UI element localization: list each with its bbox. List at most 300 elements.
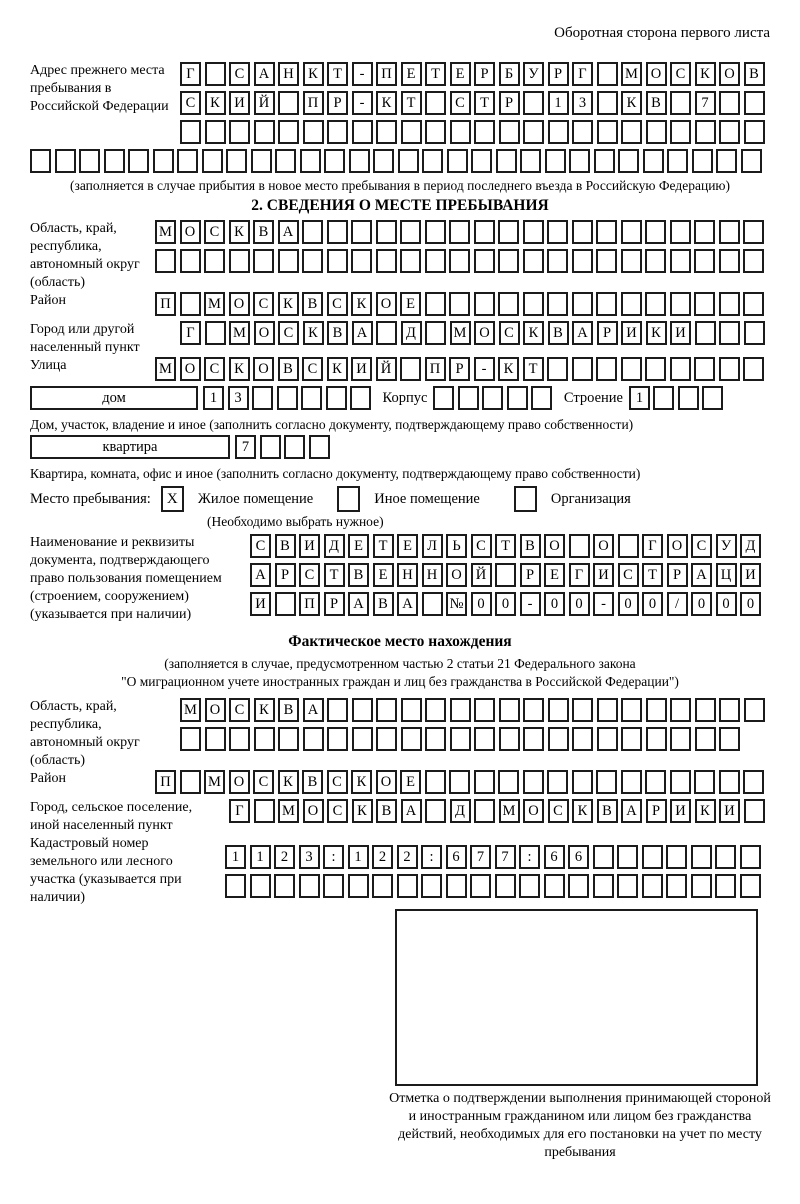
char-cell[interactable] xyxy=(229,249,250,273)
char-cell[interactable] xyxy=(596,220,617,244)
char-cell[interactable]: Т xyxy=(642,563,663,587)
char-cell[interactable]: Й xyxy=(376,357,397,381)
char-cell[interactable]: 1 xyxy=(203,386,224,410)
char-cell[interactable] xyxy=(253,249,274,273)
char-cell[interactable] xyxy=(743,770,764,794)
char-cell[interactable] xyxy=(597,91,618,115)
char-cell[interactable] xyxy=(597,727,618,751)
char-cell[interactable]: О xyxy=(229,770,250,794)
char-cell[interactable]: И xyxy=(670,321,691,345)
char-cell[interactable] xyxy=(326,386,347,410)
char-cell[interactable] xyxy=(695,321,716,345)
char-cell[interactable]: К xyxy=(229,220,250,244)
char-cell[interactable]: 1 xyxy=(348,845,369,869)
char-cell[interactable] xyxy=(229,120,250,144)
char-cell[interactable]: М xyxy=(278,799,299,823)
char-cell[interactable]: М xyxy=(204,770,225,794)
char-cell[interactable] xyxy=(572,727,593,751)
char-cell[interactable]: П xyxy=(155,292,176,316)
char-cell[interactable] xyxy=(572,357,593,381)
char-cell[interactable] xyxy=(653,386,674,410)
char-cell[interactable] xyxy=(667,149,688,173)
char-cell[interactable]: 0 xyxy=(544,592,565,616)
char-cell[interactable] xyxy=(596,292,617,316)
char-cell[interactable] xyxy=(372,874,393,898)
char-cell[interactable] xyxy=(449,220,470,244)
char-cell[interactable] xyxy=(621,698,642,722)
char-cell[interactable]: 0 xyxy=(691,592,712,616)
char-cell[interactable] xyxy=(205,321,226,345)
char-cell[interactable] xyxy=(348,874,369,898)
char-cell[interactable]: К xyxy=(254,698,275,722)
char-cell[interactable] xyxy=(155,249,176,273)
char-cell[interactable]: К xyxy=(523,321,544,345)
char-cell[interactable]: Р xyxy=(548,62,569,86)
char-cell[interactable]: О xyxy=(254,321,275,345)
char-cell[interactable] xyxy=(593,874,614,898)
char-cell[interactable] xyxy=(350,386,371,410)
char-cell[interactable] xyxy=(572,120,593,144)
char-cell[interactable]: П xyxy=(303,91,324,115)
char-cell[interactable] xyxy=(352,120,373,144)
char-cell[interactable]: С xyxy=(670,62,691,86)
char-cell[interactable]: - xyxy=(352,62,373,86)
char-cell[interactable] xyxy=(495,874,516,898)
char-cell[interactable]: Е xyxy=(373,563,394,587)
char-cell[interactable] xyxy=(226,149,247,173)
char-cell[interactable]: С xyxy=(691,534,712,558)
char-cell[interactable] xyxy=(621,727,642,751)
char-cell[interactable]: В xyxy=(302,770,323,794)
char-cell[interactable]: У xyxy=(523,62,544,86)
char-cell[interactable] xyxy=(596,249,617,273)
char-cell[interactable] xyxy=(274,874,295,898)
char-cell[interactable]: Г xyxy=(569,563,590,587)
char-cell[interactable]: 7 xyxy=(470,845,491,869)
char-cell[interactable] xyxy=(569,534,590,558)
char-cell[interactable] xyxy=(425,770,446,794)
char-cell[interactable]: : xyxy=(519,845,540,869)
char-cell[interactable]: Т xyxy=(324,563,345,587)
char-cell[interactable]: - xyxy=(352,91,373,115)
char-cell[interactable]: К xyxy=(352,799,373,823)
char-cell[interactable] xyxy=(422,592,443,616)
char-cell[interactable]: А xyxy=(397,592,418,616)
char-cell[interactable] xyxy=(327,727,348,751)
char-cell[interactable] xyxy=(327,249,348,273)
char-cell[interactable]: К xyxy=(498,357,519,381)
char-cell[interactable]: М xyxy=(180,698,201,722)
char-cell[interactable] xyxy=(719,727,740,751)
char-cell[interactable] xyxy=(670,120,691,144)
char-cell[interactable] xyxy=(205,727,226,751)
char-cell[interactable] xyxy=(425,698,446,722)
char-cell[interactable] xyxy=(572,770,593,794)
char-cell[interactable] xyxy=(519,874,540,898)
char-cell[interactable] xyxy=(284,435,305,459)
char-cell[interactable] xyxy=(180,292,201,316)
char-cell[interactable] xyxy=(719,292,740,316)
char-cell[interactable] xyxy=(474,770,495,794)
char-cell[interactable]: К xyxy=(327,357,348,381)
char-cell[interactable] xyxy=(670,292,691,316)
char-cell[interactable] xyxy=(180,249,201,273)
char-cell[interactable] xyxy=(205,120,226,144)
char-cell[interactable] xyxy=(594,149,615,173)
char-cell[interactable]: С xyxy=(450,91,471,115)
char-cell[interactable]: - xyxy=(474,357,495,381)
char-cell[interactable] xyxy=(309,435,330,459)
char-cell[interactable]: М xyxy=(155,357,176,381)
char-cell[interactable] xyxy=(646,120,667,144)
char-cell[interactable]: Р xyxy=(597,321,618,345)
char-cell[interactable] xyxy=(507,386,528,410)
char-cell[interactable] xyxy=(670,698,691,722)
char-cell[interactable]: : xyxy=(323,845,344,869)
char-cell[interactable]: И xyxy=(229,91,250,115)
char-cell[interactable] xyxy=(205,62,226,86)
char-cell[interactable] xyxy=(670,249,691,273)
char-cell[interactable]: Н xyxy=(397,563,418,587)
char-cell[interactable] xyxy=(351,249,372,273)
char-cell[interactable]: Т xyxy=(495,534,516,558)
char-cell[interactable] xyxy=(275,149,296,173)
char-cell[interactable]: О xyxy=(544,534,565,558)
char-cell[interactable]: В xyxy=(278,698,299,722)
char-cell[interactable]: О xyxy=(376,770,397,794)
char-cell[interactable] xyxy=(743,357,764,381)
char-cell[interactable]: К xyxy=(205,91,226,115)
char-cell[interactable] xyxy=(449,249,470,273)
char-cell[interactable]: Д xyxy=(740,534,761,558)
char-cell[interactable]: Т xyxy=(425,62,446,86)
char-cell[interactable]: О xyxy=(523,799,544,823)
char-cell[interactable] xyxy=(474,698,495,722)
char-cell[interactable]: Е xyxy=(348,534,369,558)
char-cell[interactable] xyxy=(498,292,519,316)
char-cell[interactable]: Б xyxy=(499,62,520,86)
char-cell[interactable]: № xyxy=(446,592,467,616)
char-cell[interactable] xyxy=(104,149,125,173)
char-cell[interactable]: Т xyxy=(327,62,348,86)
char-cell[interactable]: В xyxy=(275,534,296,558)
char-cell[interactable] xyxy=(275,592,296,616)
char-cell[interactable] xyxy=(474,220,495,244)
char-cell[interactable]: 6 xyxy=(544,845,565,869)
char-cell[interactable] xyxy=(572,220,593,244)
char-cell[interactable] xyxy=(670,727,691,751)
char-cell[interactable]: Г xyxy=(229,799,250,823)
char-cell[interactable]: М xyxy=(229,321,250,345)
char-cell[interactable]: В xyxy=(597,799,618,823)
char-cell[interactable] xyxy=(425,220,446,244)
char-cell[interactable]: О xyxy=(229,292,250,316)
char-cell[interactable]: В xyxy=(744,62,765,86)
char-cell[interactable]: О xyxy=(446,563,467,587)
char-cell[interactable]: О xyxy=(376,292,397,316)
char-cell[interactable]: О xyxy=(180,220,201,244)
char-cell[interactable] xyxy=(523,91,544,115)
char-cell[interactable] xyxy=(425,249,446,273)
char-cell[interactable] xyxy=(278,120,299,144)
char-cell[interactable] xyxy=(303,727,324,751)
char-cell[interactable]: 2 xyxy=(372,845,393,869)
checkbox-inoe[interactable] xyxy=(337,486,360,512)
char-cell[interactable]: М xyxy=(204,292,225,316)
char-cell[interactable]: Р xyxy=(275,563,296,587)
char-cell[interactable] xyxy=(433,386,454,410)
char-cell[interactable] xyxy=(719,321,740,345)
char-cell[interactable] xyxy=(645,292,666,316)
char-cell[interactable] xyxy=(572,249,593,273)
char-cell[interactable]: К xyxy=(229,357,250,381)
char-cell[interactable] xyxy=(523,220,544,244)
char-cell[interactable] xyxy=(450,698,471,722)
char-cell[interactable] xyxy=(495,563,516,587)
char-cell[interactable]: 3 xyxy=(228,386,249,410)
char-cell[interactable] xyxy=(302,249,323,273)
char-cell[interactable] xyxy=(324,149,345,173)
char-cell[interactable] xyxy=(743,249,764,273)
char-cell[interactable] xyxy=(449,292,470,316)
char-cell[interactable] xyxy=(744,120,765,144)
char-cell[interactable]: А xyxy=(278,220,299,244)
char-cell[interactable]: И xyxy=(719,799,740,823)
char-cell[interactable]: М xyxy=(621,62,642,86)
char-cell[interactable] xyxy=(425,120,446,144)
char-cell[interactable] xyxy=(568,874,589,898)
char-cell[interactable] xyxy=(645,770,666,794)
char-cell[interactable]: О xyxy=(253,357,274,381)
char-cell[interactable] xyxy=(496,149,517,173)
char-cell[interactable] xyxy=(621,220,642,244)
char-cell[interactable] xyxy=(251,149,272,173)
char-cell[interactable] xyxy=(572,698,593,722)
char-cell[interactable] xyxy=(422,149,443,173)
char-cell[interactable]: С xyxy=(471,534,492,558)
char-cell[interactable]: 3 xyxy=(299,845,320,869)
char-cell[interactable] xyxy=(458,386,479,410)
char-cell[interactable] xyxy=(670,220,691,244)
char-cell[interactable]: С xyxy=(180,91,201,115)
char-cell[interactable]: В xyxy=(327,321,348,345)
char-cell[interactable] xyxy=(425,321,446,345)
char-cell[interactable] xyxy=(303,120,324,144)
char-cell[interactable] xyxy=(694,292,715,316)
char-cell[interactable]: 6 xyxy=(446,845,467,869)
char-cell[interactable] xyxy=(202,149,223,173)
char-cell[interactable] xyxy=(645,357,666,381)
char-cell[interactable] xyxy=(278,249,299,273)
char-cell[interactable] xyxy=(254,799,275,823)
char-cell[interactable] xyxy=(744,698,765,722)
char-cell[interactable]: Р xyxy=(324,592,345,616)
char-cell[interactable] xyxy=(694,357,715,381)
char-cell[interactable]: В xyxy=(646,91,667,115)
char-cell[interactable] xyxy=(547,770,568,794)
char-cell[interactable]: С xyxy=(229,62,250,86)
char-cell[interactable] xyxy=(719,357,740,381)
char-cell[interactable]: 7 xyxy=(695,91,716,115)
char-cell[interactable] xyxy=(301,386,322,410)
char-cell[interactable]: В xyxy=(278,357,299,381)
char-cell[interactable]: - xyxy=(520,592,541,616)
char-cell[interactable] xyxy=(702,386,723,410)
char-cell[interactable] xyxy=(474,249,495,273)
char-cell[interactable]: 0 xyxy=(618,592,639,616)
char-cell[interactable]: О xyxy=(667,534,688,558)
char-cell[interactable]: 0 xyxy=(642,592,663,616)
char-cell[interactable]: В xyxy=(520,534,541,558)
char-cell[interactable]: В xyxy=(373,592,394,616)
char-cell[interactable]: С xyxy=(499,321,520,345)
char-cell[interactable] xyxy=(547,292,568,316)
char-cell[interactable]: Т xyxy=(373,534,394,558)
char-cell[interactable]: Г xyxy=(572,62,593,86)
char-cell[interactable]: Й xyxy=(254,91,275,115)
char-cell[interactable] xyxy=(450,120,471,144)
char-cell[interactable] xyxy=(327,698,348,722)
char-cell[interactable] xyxy=(719,91,740,115)
char-cell[interactable] xyxy=(695,698,716,722)
char-cell[interactable]: К xyxy=(646,321,667,345)
char-cell[interactable] xyxy=(323,874,344,898)
char-cell[interactable]: Р xyxy=(667,563,688,587)
char-cell[interactable]: Ь xyxy=(446,534,467,558)
char-cell[interactable]: Р xyxy=(646,799,667,823)
char-cell[interactable] xyxy=(128,149,149,173)
char-cell[interactable]: 6 xyxy=(568,845,589,869)
char-cell[interactable] xyxy=(719,770,740,794)
char-cell[interactable] xyxy=(302,220,323,244)
char-cell[interactable] xyxy=(523,249,544,273)
char-cell[interactable] xyxy=(474,292,495,316)
char-cell[interactable]: 0 xyxy=(471,592,492,616)
char-cell[interactable]: А xyxy=(250,563,271,587)
char-cell[interactable] xyxy=(645,220,666,244)
char-cell[interactable] xyxy=(691,874,712,898)
char-cell[interactable] xyxy=(278,91,299,115)
char-cell[interactable] xyxy=(499,120,520,144)
char-cell[interactable]: 1 xyxy=(225,845,246,869)
char-cell[interactable] xyxy=(694,220,715,244)
char-cell[interactable] xyxy=(474,727,495,751)
char-cell[interactable] xyxy=(740,845,761,869)
char-cell[interactable] xyxy=(719,249,740,273)
char-cell[interactable]: 7 xyxy=(235,435,256,459)
char-cell[interactable]: Г xyxy=(642,534,663,558)
char-cell[interactable] xyxy=(642,845,663,869)
char-cell[interactable]: П xyxy=(299,592,320,616)
char-cell[interactable]: С xyxy=(327,770,348,794)
char-cell[interactable] xyxy=(498,770,519,794)
char-cell[interactable]: А xyxy=(401,799,422,823)
char-cell[interactable] xyxy=(694,770,715,794)
char-cell[interactable]: О xyxy=(180,357,201,381)
char-cell[interactable] xyxy=(670,91,691,115)
char-cell[interactable] xyxy=(499,727,520,751)
char-cell[interactable]: К xyxy=(303,62,324,86)
char-cell[interactable]: О xyxy=(593,534,614,558)
char-cell[interactable] xyxy=(376,220,397,244)
char-cell[interactable]: Н xyxy=(278,62,299,86)
char-cell[interactable] xyxy=(180,770,201,794)
char-cell[interactable] xyxy=(376,698,397,722)
char-cell[interactable] xyxy=(596,770,617,794)
char-cell[interactable] xyxy=(621,292,642,316)
char-cell[interactable] xyxy=(593,845,614,869)
char-cell[interactable] xyxy=(694,249,715,273)
char-cell[interactable]: Ц xyxy=(716,563,737,587)
char-cell[interactable]: Р xyxy=(474,62,495,86)
char-cell[interactable]: И xyxy=(621,321,642,345)
char-cell[interactable] xyxy=(254,120,275,144)
char-cell[interactable]: А xyxy=(303,698,324,722)
char-cell[interactable] xyxy=(741,149,762,173)
char-cell[interactable] xyxy=(401,727,422,751)
char-cell[interactable]: Т xyxy=(401,91,422,115)
char-cell[interactable]: К xyxy=(572,799,593,823)
char-cell[interactable] xyxy=(666,845,687,869)
char-cell[interactable]: И xyxy=(250,592,271,616)
char-cell[interactable] xyxy=(523,770,544,794)
char-cell[interactable] xyxy=(531,386,552,410)
char-cell[interactable]: 1 xyxy=(629,386,650,410)
char-cell[interactable] xyxy=(400,220,421,244)
char-cell[interactable] xyxy=(327,120,348,144)
char-cell[interactable]: 2 xyxy=(397,845,418,869)
char-cell[interactable]: С xyxy=(204,357,225,381)
char-cell[interactable] xyxy=(645,249,666,273)
char-cell[interactable] xyxy=(646,727,667,751)
char-cell[interactable] xyxy=(177,149,198,173)
char-cell[interactable]: А xyxy=(352,321,373,345)
char-cell[interactable]: 1 xyxy=(250,845,271,869)
char-cell[interactable] xyxy=(278,727,299,751)
char-cell[interactable]: К xyxy=(695,62,716,86)
char-cell[interactable]: У xyxy=(716,534,737,558)
char-cell[interactable]: 1 xyxy=(548,91,569,115)
char-cell[interactable] xyxy=(692,149,713,173)
char-cell[interactable]: П xyxy=(376,62,397,86)
char-cell[interactable]: К xyxy=(376,91,397,115)
char-cell[interactable] xyxy=(597,62,618,86)
char-cell[interactable] xyxy=(30,149,51,173)
char-cell[interactable]: О xyxy=(719,62,740,86)
char-cell[interactable] xyxy=(153,149,174,173)
char-cell[interactable]: К xyxy=(303,321,324,345)
char-cell[interactable] xyxy=(349,149,370,173)
checkbox-organizacia[interactable] xyxy=(514,486,537,512)
char-cell[interactable] xyxy=(621,357,642,381)
char-cell[interactable] xyxy=(327,220,348,244)
char-cell[interactable]: И xyxy=(670,799,691,823)
char-cell[interactable]: 3 xyxy=(572,91,593,115)
char-cell[interactable]: Е xyxy=(400,770,421,794)
char-cell[interactable]: К xyxy=(621,91,642,115)
char-cell[interactable]: 2 xyxy=(274,845,295,869)
char-cell[interactable]: С xyxy=(327,292,348,316)
char-cell[interactable] xyxy=(373,149,394,173)
char-cell[interactable] xyxy=(401,120,422,144)
char-cell[interactable]: Т xyxy=(474,91,495,115)
char-cell[interactable]: В xyxy=(253,220,274,244)
char-cell[interactable]: Е xyxy=(397,534,418,558)
char-cell[interactable]: Р xyxy=(327,91,348,115)
char-cell[interactable] xyxy=(569,149,590,173)
char-cell[interactable] xyxy=(398,149,419,173)
char-cell[interactable]: И xyxy=(593,563,614,587)
